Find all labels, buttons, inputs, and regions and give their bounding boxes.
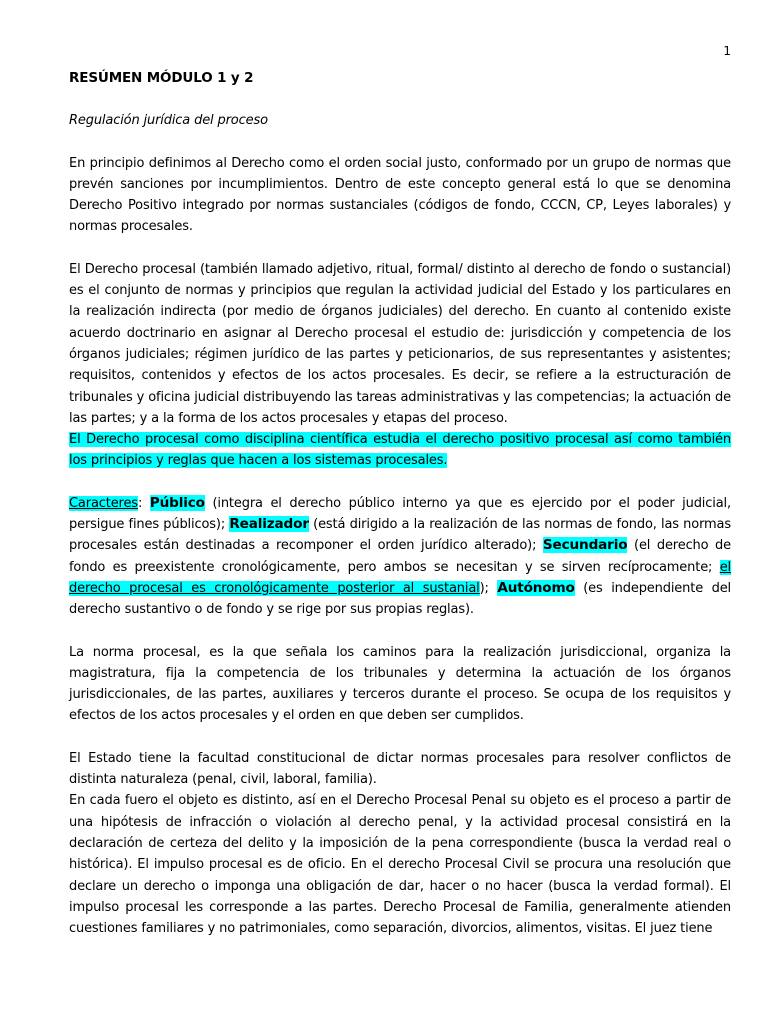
term-autonomo-text: (es independiente del derecho sustantivo o de fondo y se rige por sus propias reglas). — [69, 580, 732, 618]
secundario-close: ); — [479, 580, 498, 596]
highlighted-sentence: El Derecho procesal como disciplina científica estudia el derecho positivo procesal así como también los principios y reglas que hacen a los sistemas procesales. — [69, 432, 731, 469]
term-publico-text: (integra el derecho público interno ya que es ejercido por el poder judicial, persigue fines públicos); — [69, 495, 731, 533]
caracteres-colon: : — [137, 495, 150, 511]
page-number: 1 — [723, 44, 731, 58]
paragraph-fueros: En cada fuero el objeto es distinto, así en el Derecho Procesal Penal su objeto es el proceso a partir de una hipótesis de infracción o violación al derecho penal, y la actividad procesal consistirá en la declaración de certeza del delito y la imposición de la pena correspondiente (busca la verdad real o histórica). El impulso procesal es de oficio. En el derecho Procesal Civil se procura una resolución que declare un derecho o imponga una obligación de dar, hacer o no hacer (busca la verdad formal). El impulso procesal les corresponde a las partes. Derecho Procesal de Familia, generalmente atienden cuestiones familiares y no patrimoniales, como separación, divorcios, alimentos, visitas. El juez tiene — [69, 793, 731, 937]
term-secundario-text: (el derecho de fondo es preexistente cronológicamente, pero ambos se necesitan y se sirven recíprocamente; — [69, 538, 731, 575]
term-secundario: Secundario — [542, 537, 628, 554]
caracteres-label: Caracteres — [69, 495, 138, 511]
paragraph-definition: En principio definimos al Derecho como el orden social justo, conformado por un grupo de normas que prevén sanciones por incumplimientos. Dentro de este concepto general está lo que se denomina Derecho Positivo integrado por normas sustanciales (códigos de fondo, CCCN, CP, Leyes laborales) y normas procesales. — [69, 155, 731, 235]
term-autonomo: Autónomo — [497, 579, 575, 596]
term-publico: Público — [149, 494, 205, 511]
paragraph-derecho-procesal — [69, 259, 731, 472]
paragraph-caracteres — [69, 493, 731, 621]
paragraph-estado: El Estado tiene la facultad constitucional de dictar normas procesales para resolver conflictos de distinta naturaleza (penal, civil, laboral, familia). — [69, 750, 731, 788]
term-realizador: Realizador — [229, 516, 309, 533]
document-body — [69, 68, 731, 939]
term-realizador-text: (está dirigido a la realización de las normas de fondo, las normas procesales están destinadas a recomponer el orden jurídico alterado); — [69, 517, 731, 554]
paragraph-derecho-procesal-text: El Derecho procesal (también llamado adjetivo, ritual, formal/ distinto al derecho de fondo o sustancial) es el conjunto de normas y principios que regulan la actividad judicial del Estado y los particulares en la realización indirecta (por medio de órganos judiciales) del derecho. En cuanto al contenido existe acuerdo doctrinario en asignar al Derecho procesal el estudio de: jurisdicción y competencia de los órganos judiciales; régimen jurídico de las partes y peticionarios, de sus representantes y asistentes; requisitos, contenidos y efectos de los actos procesales. Es decir, se refiere a la estructuración de tribunales y oficina judicial distribuyendo las tareas administrativas y las competencias; la actuación de las partes; y a la forma de los actos procesales y etapas del proceso. — [69, 261, 731, 426]
section-subtitle: Regulación jurídica del proceso — [69, 113, 268, 129]
paragraph-norma-procesal: La norma procesal, es la que señala los caminos para la realización jurisdiccional, organiza la magistratura, fija la competencia de los tribunales y determina la actuación de los órganos jurisdiccionales, de las partes, auxiliares y terceros durante el proceso. Se ocupa de los requisitos y efectos de los actos procesales y el orden en que deben ser cumplidos. — [69, 644, 731, 724]
secundario-highlight: el derecho procesal es cronológicamente posterior al sustanial — [69, 559, 731, 596]
document-title: RESÚMEN MÓDULO 1 y 2 — [69, 70, 254, 86]
